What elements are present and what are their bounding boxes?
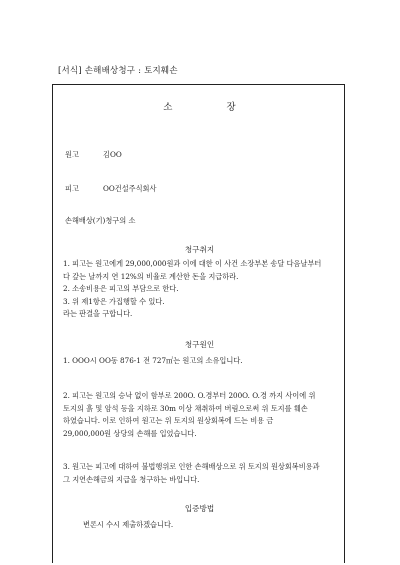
evidence-text: 변론시 수시 제출하겠습니다. bbox=[83, 520, 174, 529]
claim-heading: 청구취지 bbox=[184, 245, 215, 254]
cause-item-2 bbox=[63, 390, 315, 440]
claim-line: 2. 소송비용은 피고의 부담으로 한다. bbox=[63, 284, 179, 294]
complaint-form bbox=[52, 84, 345, 563]
cause-item-1 bbox=[63, 355, 243, 368]
cause-line: 그 지연손해금의 지급을 청구하는 바입니다. bbox=[63, 474, 200, 484]
title-char-1: 소 bbox=[163, 102, 173, 113]
cause-line: 하였습니다. 이로 인하여 원고는 위 토지의 원상회복에 드는 비용 금 bbox=[63, 416, 274, 426]
evidence-heading: 입증방법 bbox=[184, 504, 215, 513]
document-title bbox=[53, 99, 346, 113]
claim-line: 라는 판결을 구합니다. bbox=[63, 309, 133, 319]
claim-line: 다 갚는 날까지 연 12%의 비율로 계산한 돈을 지급하라. bbox=[63, 271, 239, 281]
document-header: [서식] 손해배상청구 : 토지훼손 bbox=[58, 66, 178, 76]
cause-line: 2. 피고는 원고의 승낙 없이 함부로 200O. O.경부터 200O. O.경 까지 사이에 위 bbox=[63, 391, 316, 400]
case-name: 손해배상(기)청구의 소 bbox=[65, 216, 136, 225]
cause-line: 3. 원고는 피고에 대하여 불법행위로 인한 손해배상으로 위 토지의 원상회복비용과 bbox=[63, 462, 320, 471]
defendant-name: OO건설주식회사 bbox=[103, 184, 157, 193]
cause-line: 29,000,000원 상당의 손해를 입었습니다. bbox=[63, 428, 197, 438]
cause-item-3 bbox=[63, 461, 320, 486]
plaintiff-name: 김OO bbox=[103, 150, 122, 159]
plaintiff-label: 원고 bbox=[65, 150, 79, 159]
claim-line: 1. 피고는 원고에게 29,000,000원과 이에 대한 이 사건 소장부본 송달 다음날부터 bbox=[63, 259, 322, 268]
cause-heading: 청구원인 bbox=[184, 340, 215, 349]
claim-items bbox=[63, 258, 321, 321]
title-char-2: 장 bbox=[226, 102, 236, 113]
defendant-label: 피고 bbox=[65, 184, 79, 193]
cause-line: 1. OOO시 OO동 876-1 전 727㎡는 원고의 소유입니다. bbox=[63, 356, 243, 365]
claim-line: 3. 위 제1항은 가집행할 수 있다. bbox=[63, 296, 165, 306]
cause-line: 토지의 흙 및 암석 등을 지하로 30m 이상 채취하여 버림으로써 위 토지를 훼손 bbox=[63, 403, 308, 413]
